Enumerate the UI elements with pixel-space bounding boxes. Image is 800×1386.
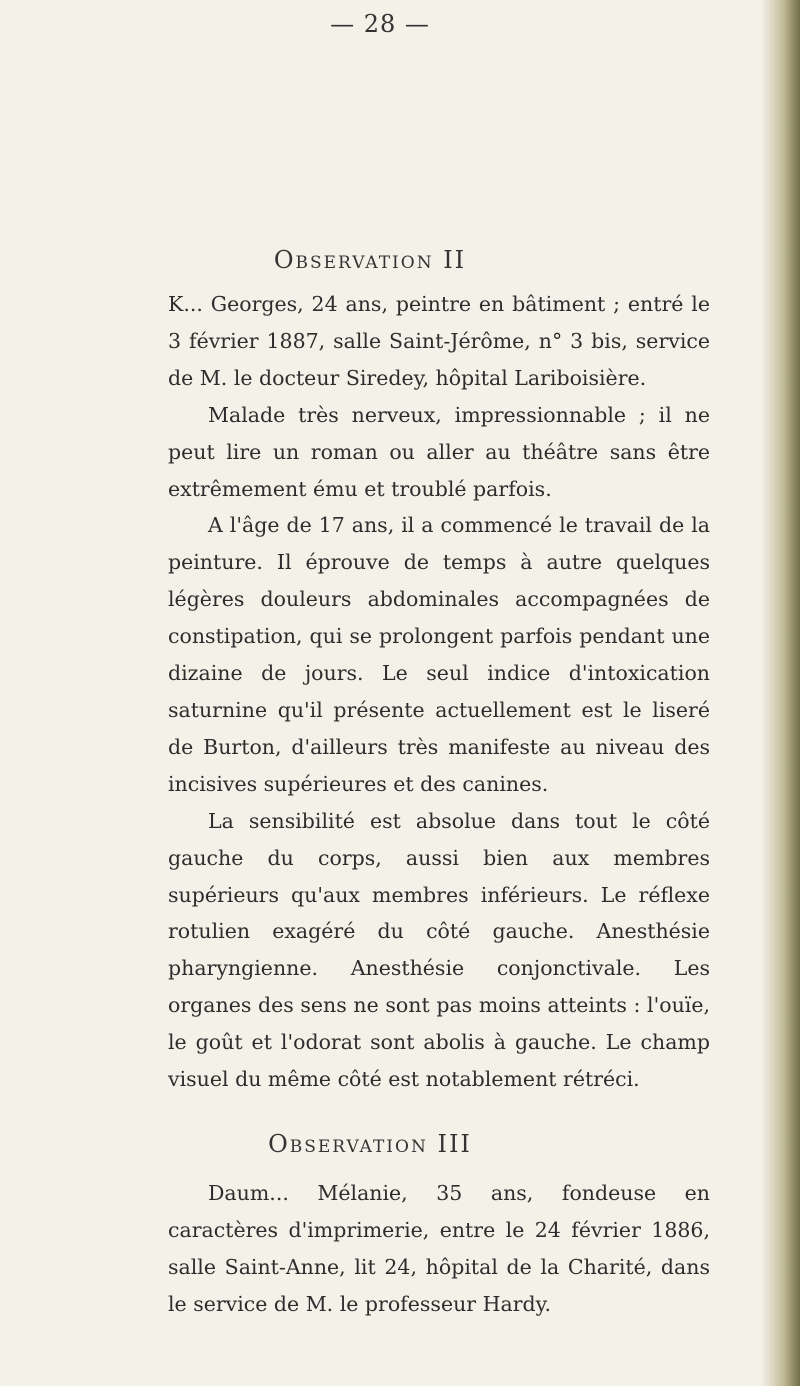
paragraph-history: A l'âge de 17 ans, il a commencé le travail de la peinture. Il éprouve de temps à autre quelques légères douleurs abdominales accompagnées de constipation, qui se prolongent parfois pendant une dizaine de jours. Le seul indice d'intoxication saturnine qu'il présente actuellement est le liseré de Burton, d'ailleurs très manifeste au niveau des incisives supérieures et des canines. <box>168 513 710 796</box>
observation-iii-heading: Observation III <box>268 1130 472 1158</box>
paragraph-sensibility: La sensibilité est absolue dans tout le côté gauche du corps, aussi bien aux membres supérieurs qu'aux membres inférieurs. Le réflexe rotulien exagéré du côté gauche. Anesthésie pharyngienne. Anesthésie conjonctivale. Les organes des sens ne sont pas moins atteints : l'ouïe, le goût et l'odorat sont abolis à gauche. Le champ visuel du même côté est notablement rétréci. <box>168 808 710 1092</box>
paragraph-patient-identity: K... Georges, 24 ans, peintre en bâtiment ; entré le 3 février 1887, salle Saint-Jérôme, n° 3 bis, service de M. le docteur Siredey, hôpital Lariboisière. <box>168 292 710 390</box>
observation-ii-heading: Observation II <box>273 246 467 274</box>
paragraph-patient-identity-iii: Daum... Mélanie, 35 ans, fondeuse en caractères d'imprimerie, entre le 24 février 1886, salle Saint-Anne, lit 24, hôpital de la Charité, dans le service de M. le professeur Hardy. <box>168 1181 710 1316</box>
observation-iii-text <box>168 1175 710 1323</box>
page-number: — 28 — <box>330 10 430 38</box>
paragraph-temperament: Malade très nerveux, impressionnable ; il ne peut lire un roman ou aller au théâtre sans être extrêmement ému et troublé parfois. <box>168 402 710 501</box>
observation-ii-text <box>168 286 710 1098</box>
page-edge-shadow <box>760 0 800 1386</box>
